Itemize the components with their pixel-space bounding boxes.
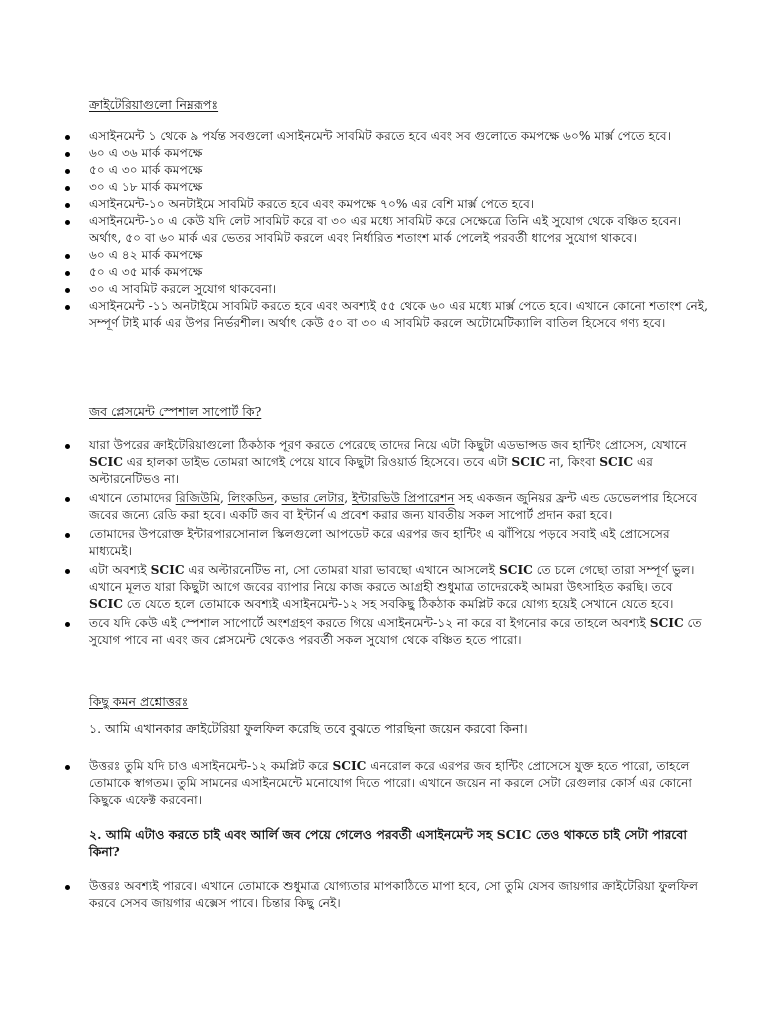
support-text: এর অল্টারনেটিভও না।	[89, 455, 653, 486]
support-text: এখানে তোমাদের	[89, 491, 176, 505]
answer-text: উত্তরঃ তুমি যদি চাও এসাইনমেন্ট-১২ কমপ্লিট করে	[89, 759, 333, 773]
faq-heading: কিছু কমন প্রশ্নোত্তরঃ	[89, 694, 189, 709]
faq-question-2	[89, 826, 689, 860]
criteria-item: এসাইনমেন্ট -১১ অনটাইমে সাবমিট করতে হবে এবং অবশ্যই ৫৫ থেকে ৬০ এর মধ্যে মার্ক্স পেতে হবে। এখানে কোনো শতাংশ নেই, সম্পূর্ণ টাই মার্ক এর উপর নির্ভরশীল। অর্থাৎ কেউ ৫০ বা ৩০ এ সাবমিট করলে অটোমেটিক্যালি বাতিল হিসেবে গণ্য হবে।	[89, 299, 708, 330]
faq-answer-list-2	[89, 878, 709, 912]
question-text: তেও থাকতে চাই সেটা পারবো কিনা?	[89, 827, 687, 859]
criteria-item: ৬০ এ ৪২ মার্ক কমপক্ষে	[89, 247, 709, 264]
support-item: তোমাদের উপরোক্ত ইন্টারপারসোনাল স্কিলগুলো আপডেট করে এরপর জব হান্টিং এ ঝাঁপিয়ে পড়বে সবাই এই প্রোসেসের মাধ্যমেই।	[89, 526, 709, 560]
scic-term: SCIC	[498, 563, 533, 577]
cover-letter-link[interactable]: কভার লেটার	[281, 491, 345, 505]
faq-answer-2: উত্তরঃ অবশ্যই পারবে। এখানে তোমাকে শুধুমাত্র যোগ্যতার মাপকাঠিতে মাপা হবে, সো তুমি যেসব জায়গার ক্রাইটেরিয়া ফুলফিল করবে সেসব জায়গার এক্সেস পাবে। চিন্তার কিছু নেই।	[89, 878, 709, 912]
separator: ,	[220, 491, 228, 505]
support-text: তে চলে গেছো তারা সম্পূর্ণ ভুল। এখানে মূলত যারা কিছুটা আগে জবের ব্যাপার নিয়ে কাজ করতে আগ্রহী শুধুমাত্র তাদেরকেই আমরা উৎসাহিত করছি। তবে	[89, 563, 695, 594]
scic-term: SCIC	[599, 455, 634, 469]
scic-term: SCIC	[150, 563, 185, 577]
support-list	[89, 437, 709, 649]
faq-answer-1	[89, 758, 709, 809]
support-item	[89, 615, 709, 649]
criteria-item: ৬০ এ ৩৬ মার্ক কমপক্ষে	[89, 145, 709, 162]
separator: ,	[273, 491, 282, 505]
resume-link[interactable]: রিজিউমি	[175, 491, 220, 505]
interview-prep-link[interactable]: ইন্টারভিউ প্রিপারেশন	[351, 491, 455, 505]
support-text: যারা উপরের ক্রাইটেরিয়াগুলো ঠিকঠাক পূরণ করতে পেরেছে তাদের নিয়ে এটা কিছুটা এডভান্সড জব হান্টিং প্রোসেস, যেখানে	[89, 438, 687, 452]
criteria-item: ৩০ এ সাবমিট করলে সুযোগ থাকবেনা।	[89, 281, 709, 298]
criteria-item: ৫০ এ ৩৫ মার্ক কমপক্ষে	[89, 264, 709, 281]
linkedin-link[interactable]: লিংকডিন	[227, 491, 274, 505]
support-text: না, কিংবা	[545, 455, 600, 469]
support-item	[89, 562, 709, 613]
scic-term: SCIC	[511, 455, 546, 469]
support-text: সহ একজন জুনিয়র ফ্রন্ট এন্ড ডেভেলপার হিসেবে জবের জন্যে রেডি করা হবে। একটি জব বা ইন্টার্ন এ প্রবেশ করার জন্য যাবতীয় সকল সাপোর্ট প্রদান করা হবে।	[89, 491, 698, 522]
faq-answer-list-1	[89, 758, 709, 809]
criteria-item: এসাইনমেন্ট-১০ অনটাইমে সাবমিট করতে হবে এবং কমপক্ষে ৭০% এর বেশি মার্ক্স পেতে হবে।	[89, 196, 709, 213]
support-text: এর হালকা ডাইভ তোমরা আগেই পেয়ে যাবে কিছুটা রিওয়ার্ড হিসেবে। তবে এটা	[122, 455, 512, 469]
criteria-item: এসাইনমেন্ট ১ থেকে ৯ পর্যন্ত সবগুলো এসাইনমেন্ট সাবমিট করতে হবে এবং সব গুলোতে কমপক্ষে ৬০% মার্ক্স পেতে হবে।	[89, 128, 709, 145]
criteria-item: এসাইনমেন্ট-১০ এ কেউ যদি লেট সাবমিট করে বা ৩০ এর মধ্যে সাবমিট করে সেক্ষেত্রে তিনি এই সুযোগ থেকে বঞ্চিত হবেন। অর্থাৎ, ৫০ বা ৬০ মার্ক এর ভেতর সাবমিট করলে এবং নির্ধারিত শতাংশ মার্ক পেলেই পরবর্তী ধাপের সুযোগ থাকবে।	[89, 213, 709, 247]
criteria-heading: ক্রাইটেরিয়াগুলো নিম্নরূপঃ	[89, 97, 219, 112]
scic-term: SCIC	[89, 597, 123, 611]
support-text: এটা অবশ্যই	[89, 563, 151, 577]
criteria-item: ৩০ এ ১৮ মার্ক কমপক্ষে	[89, 179, 709, 196]
support-text: এর অল্টারনেটিভ না, সো তোমরা যারা ভাবছো এখানে আসলেই	[184, 563, 499, 577]
criteria-list	[89, 128, 709, 332]
support-item	[89, 490, 709, 524]
question-text: ২. আমি এটাও করতে চাই এবং আর্লি জব পেয়ে গেলেও পরবর্তী এসাইনমেন্ট সহ	[89, 827, 497, 842]
support-heading: জব প্লেসমেন্ট স্পেশাল সাপোর্ট কি?	[89, 404, 262, 419]
faq-question-1: ১. আমি এখানকার ক্রাইটেরিয়া ফুলফিল করেছি তবে বুঝতে পারছিনা জয়েন করবো কিনা।	[89, 721, 528, 736]
scic-term: SCIC	[89, 455, 123, 469]
criteria-item: ৫০ এ ৩০ মার্ক কমপক্ষে	[89, 162, 709, 179]
scic-term: SCIC	[649, 616, 684, 630]
separator: ,	[344, 491, 352, 505]
support-text: তবে যদি কেউ এই স্পেশাল সাপোর্টে অংশগ্রহণ করতে গিয়ে এসাইনমেন্ট-১২ না করে বা ইগনোর করে তাহলে অবশ্যই	[89, 616, 650, 630]
support-text: তে সুযোগ পাবে না এবং জব প্লেসমেন্ট থেকেও পরবর্তী সকল সুযোগ থেকে বঞ্চিত হতে পারো।	[89, 616, 702, 647]
support-text: তে যেতে হলে তোমাকে অবশ্যই এসাইনমেন্ট-১২ সহ সবকিছু ঠিকঠাক কমপ্লিট করে যোগ্য হয়েই সেখানে যেতে হবে।	[122, 597, 674, 611]
support-item	[89, 437, 709, 488]
scic-term: SCIC	[332, 759, 367, 773]
scic-term: SCIC	[496, 827, 532, 842]
answer-text: এনরোল করে এরপর জব হান্টিং প্রোসেসে যুক্ত হতে পারো, তাহলে তোমাকে স্বাগতম। তুমি সামনের এসাইনমেন্টে মনোযোগ দিতে পারো। এখানে জয়েন না করলে সেটা রেগুলার কোর্স এর কোনো কিছুকে এফেক্ট করবেনা।	[89, 759, 692, 807]
